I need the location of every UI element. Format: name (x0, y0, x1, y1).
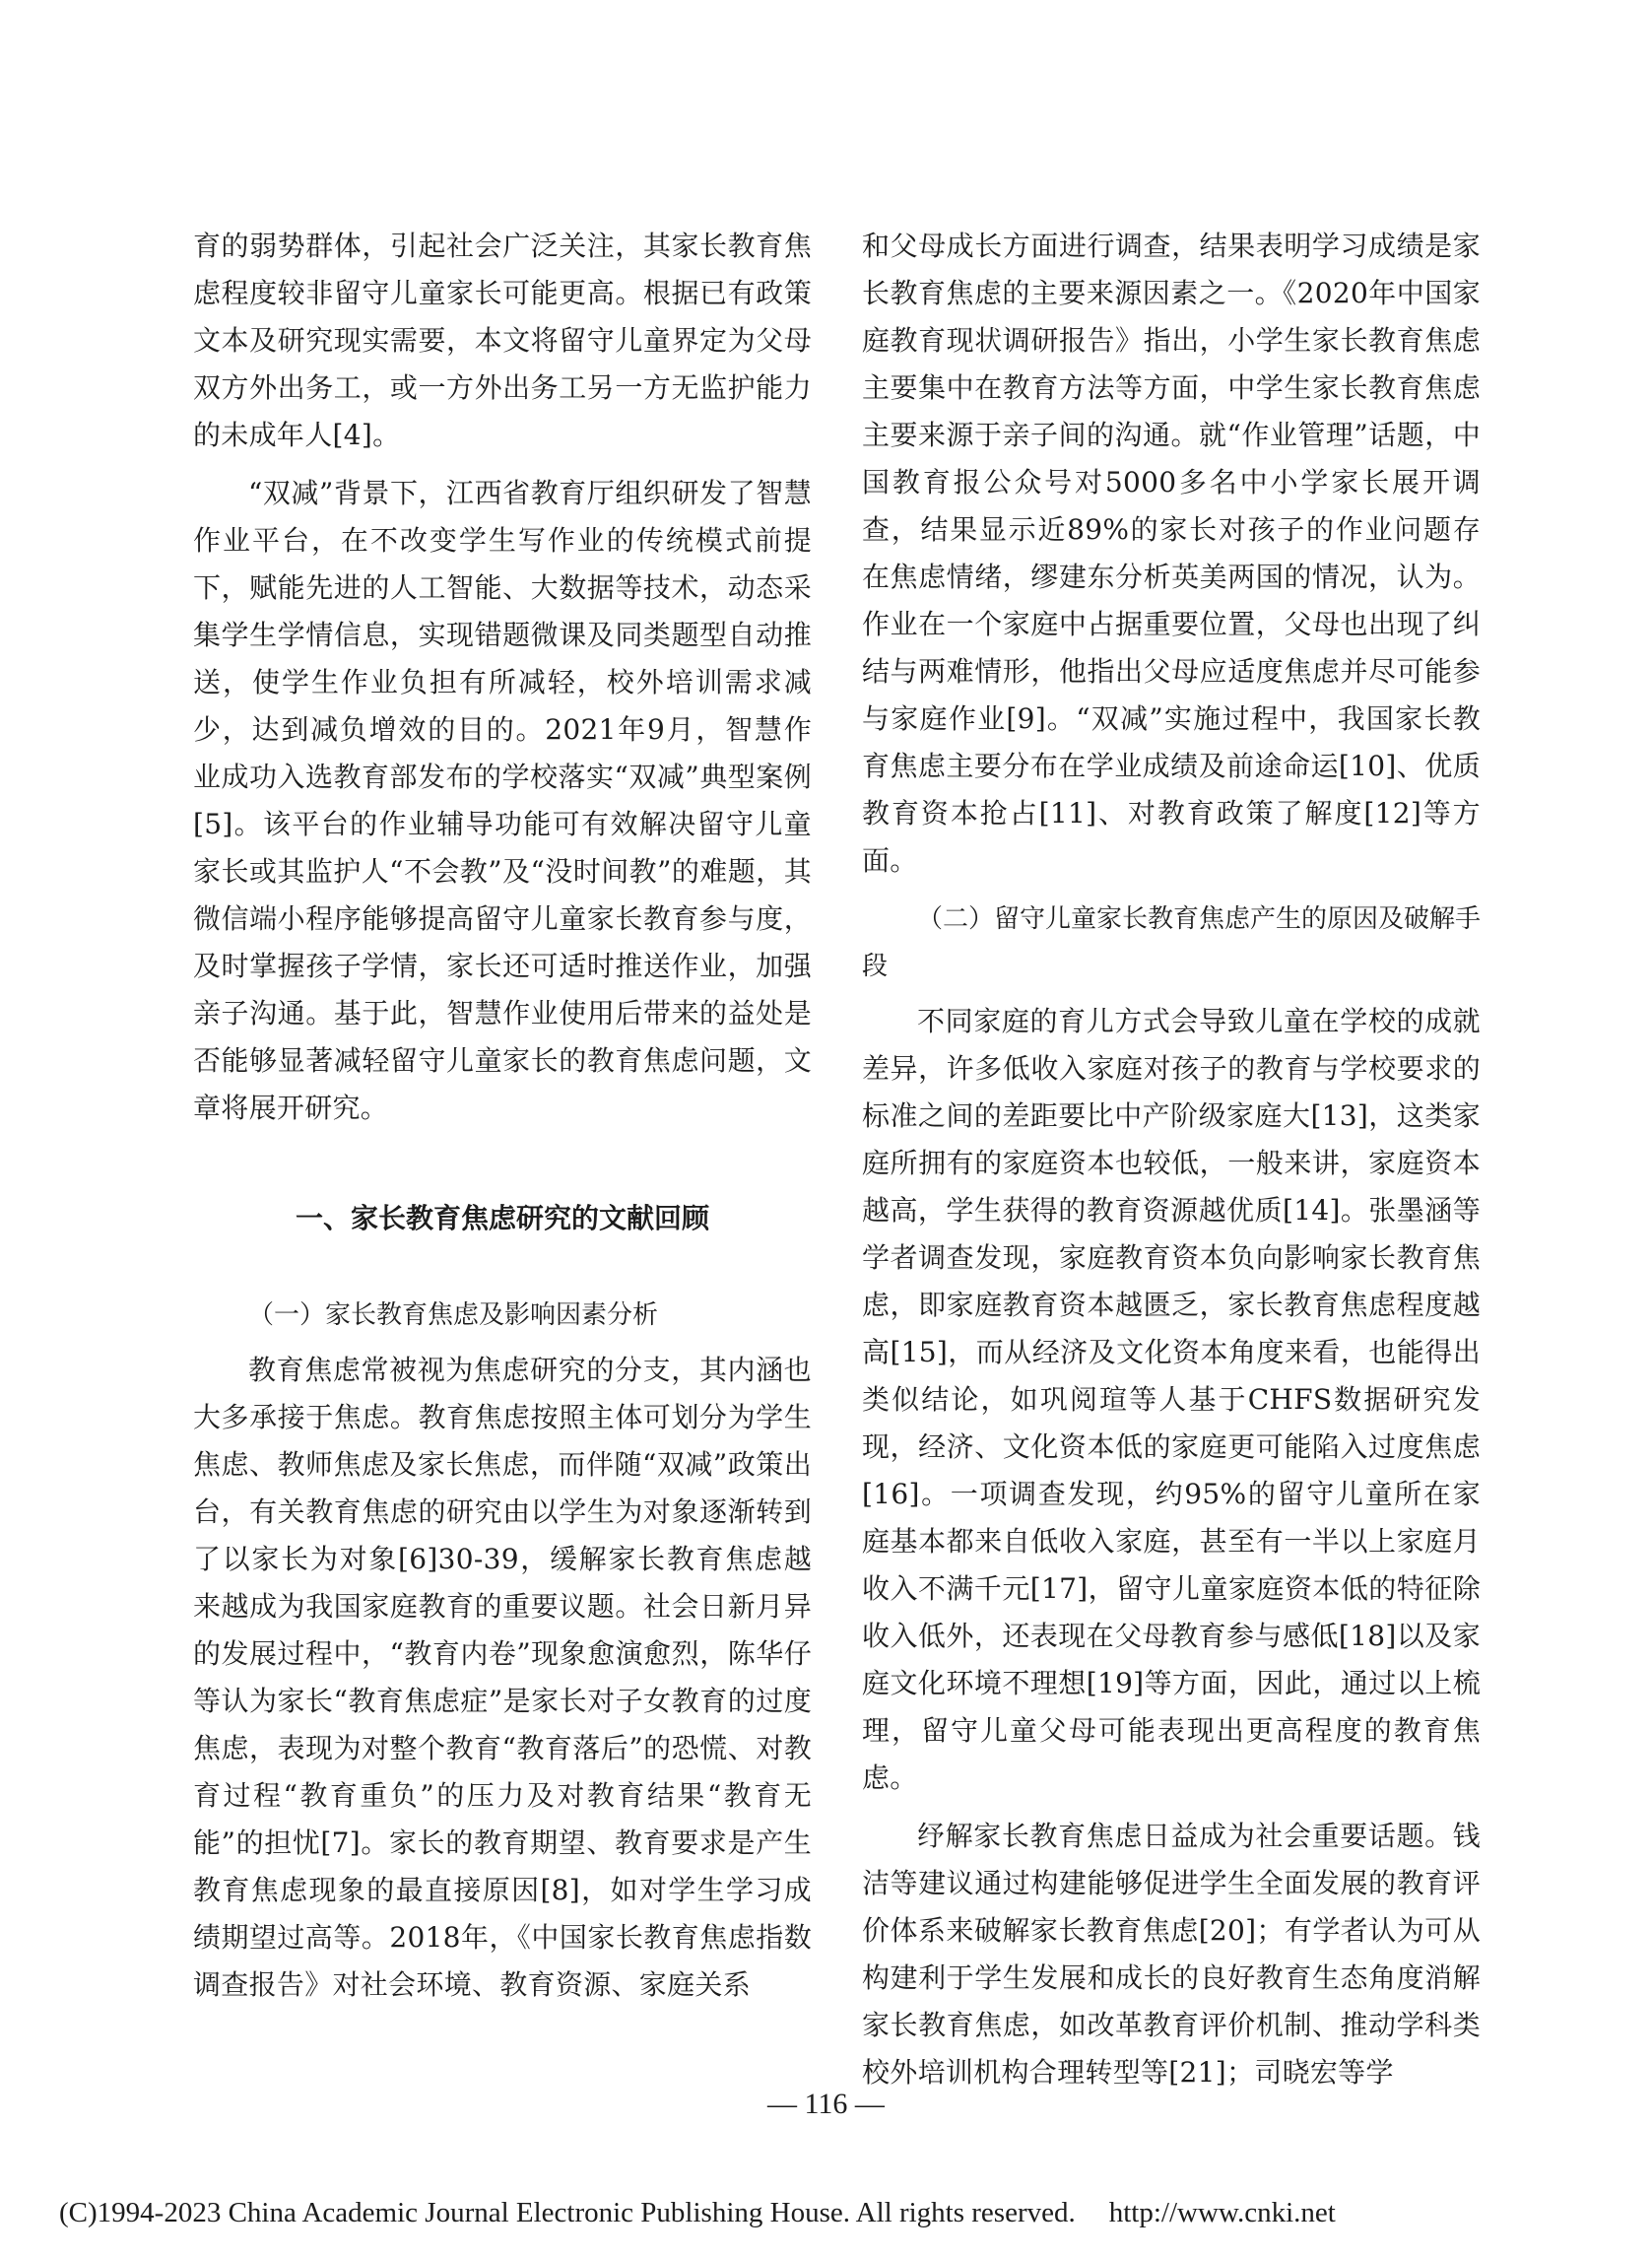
left-paragraph-1: 育的弱势群体，引起社会广泛关注，其家长教育焦虑程度较非留守儿童家长可能更高。根据已有政策文本及研究现实需要，本文将留守儿童界定为父母双方外出务工，或一方外出务工另一方无监护能力的未成年人[4]。 (193, 230, 812, 451)
footer-url[interactable]: http://www.cnki.net (1108, 2197, 1336, 2228)
copyright-text: (C)1994-2023 China Academic Journal Electronic Publishing House. All rights reserved. (59, 2197, 1076, 2228)
left-paragraph-2: “双减”背景下，江西省教育厅组织研发了智慧作业平台，在不改变学生写作业的传统模式前提下，赋能先进的人工智能、大数据等技术，动态采集学生学情信息，实现错题微课及同类题型自动推送，使学生作业负担有所减轻，校外培训需求减少，达到减负增效的目的。2021年9月，智慧作业成功入选教育部发布的学校落实“双减”典型案例[5]。该平台的作业辅导功能可有效解决留守儿童家长或其监护人“不会教”及“没时间教”的难题，其微信端小程序能够提高留守儿童家长教育参与度，及时掌握孩子学情，家长还可适时推送作业，加强亲子沟通。基于此，智慧作业使用后带来的益处是否能够显著减轻留守儿童家长的教育焦虑问题，文章将展开研究。 (193, 477, 812, 1124)
footer (59, 2197, 1369, 2229)
left-column (193, 223, 812, 2020)
subsection-heading-1: （一）家长教育焦虑及影响因素分析 (248, 1300, 659, 1330)
right-column (862, 223, 1481, 2107)
right-paragraph-3: 纾解家长教育焦虑日益成为社会重要话题。钱洁等建议通过构建能够促进学生全面发展的教育评价体系来破解家长教育焦虑[20]；有学者认为可从构建利于学生发展和成长的良好教育生态角度消解家长教育焦虑，如改革教育评价机制、推动学科类校外培训机构合理转型等[21]；司晓宏等学 (862, 1820, 1481, 2089)
right-paragraph-1: 和父母成长方面进行调查，结果表明学习成绩是家长教育焦虑的主要来源因素之一。《2020年中国家庭教育现状调研报告》指出，小学生家长教育焦虑主要集中在教育方法等方面，中学生家长教育焦虑主要来源于亲子间的沟通。就“作业管理”话题，中国教育报公众号对5000多名中小学家长展开调查，结果显示近89%的家长对孩子的作业问题存在焦虑情绪，缪建东分析英美两国的情况，认为。作业在一个家庭中占据重要位置，父母也出现了纠结与两难情形，他指出父母应适度焦虑并尽可能参与家庭作业[9]。“双减”实施过程中，我国家长教育焦虑主要分布在学业成绩及前途命运[10]、优质教育资本抢占[11]、对教育政策了解度[12]等方面。 (862, 230, 1481, 877)
right-paragraph-2: 不同家庭的育儿方式会导致儿童在学校的成就差异，许多低收入家庭对孩子的教育与学校要求的标准之间的差距要比中产阶级家庭大[13]，这类家庭所拥有的家庭资本也较低，一般来讲，家庭资本越高，学生获得的教育资源越优质[14]。张墨涵等学者调查发现，家庭教育资本负向影响家长教育焦虑，即家庭教育资本越匮乏，家长教育焦虑程度越高[15]，而从经济及文化资本角度来看，也能得出类似结论，如巩阅瑄等人基于CHFS数据研究发现，经济、文化资本低的家庭更可能陷入过度焦虑[16]。一项调查发现，约95%的留守儿童所在家庭基本都来自低收入家庭，甚至有一半以上家庭月收入不满千元[17]，留守儿童家庭资本低的特征除收入低外，还表现在父母教育参与感低[18]以及家庭文化环境不理想[19]等方面，因此，通过以上梳理，留守儿童父母可能表现出更高程度的教育焦虑。 (862, 1005, 1481, 1794)
left-paragraph-3: 教育焦虑常被视为焦虑研究的分支，其内涵也大多承接于焦虑。教育焦虑按照主体可划分为学生焦虑、教师焦虑及家长焦虑，而伴随“双减”政策出台，有关教育焦虑的研究由以学生为对象逐渐转到了以家长为对象[6]30-39，缓解家长教育焦虑越来越成为我国家庭教育的重要议题。社会日新月异的发展过程中，“教育内卷”现象愈演愈烈，陈华仔等认为家长“教育焦虑症”是家长对子女教育的过度焦虑，表现为对整个教育“教育落后”的恐慌、对教育过程“教育重负”的压力及对教育结果“教育无能”的担忧[7]。家长的教育期望、教育要求是产生教育焦虑现象的最直接原因[8]，如对学生学习成绩期望过高等。2018年，《中国家长教育焦虑指数调查报告》对社会环境、教育资源、家庭关系 (193, 1354, 812, 2001)
subsection-heading-2: （二）留守儿童家长教育焦虑产生的原因及破解手段 (862, 904, 1482, 981)
section-heading: 一、家长教育焦虑研究的文献回顾 (295, 1202, 709, 1234)
page-number: — 116 — (767, 2088, 885, 2120)
